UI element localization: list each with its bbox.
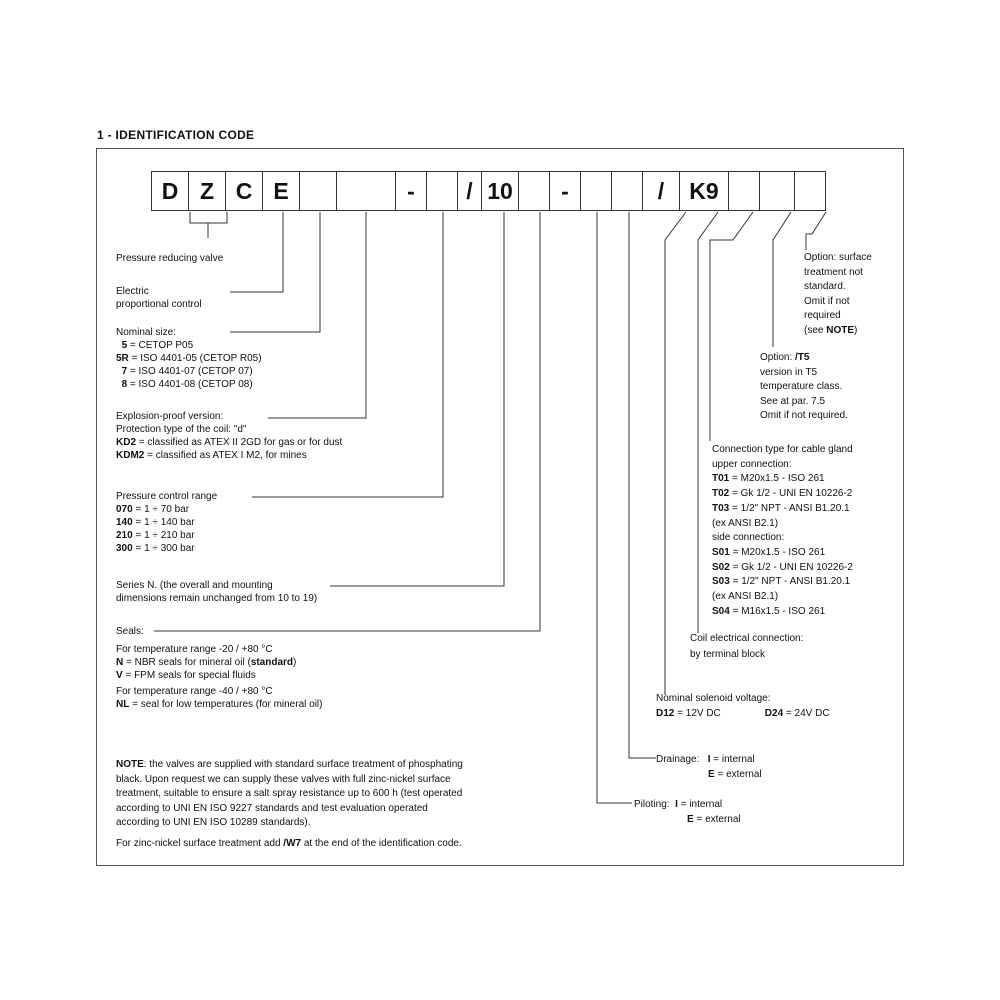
option-surface-block: Option: surface treatment not standard. Omit if not required (see NOTE) — [804, 252, 872, 336]
drainage-block: Drainage: I = internal E = external — [656, 754, 762, 780]
leader-electric — [230, 212, 283, 292]
code-cell: / — [457, 171, 482, 211]
leader-drainage — [629, 212, 656, 758]
code-cell: C — [225, 171, 263, 211]
piloting-block: Piloting: I = internal E = external — [634, 799, 741, 825]
leader-series — [330, 212, 504, 586]
code-cell: - — [549, 171, 581, 211]
leader-option-surface — [806, 212, 826, 250]
pressure-reducing-label: Pressure reducing valve — [116, 253, 224, 264]
series-block: Series N. (the overall and mounting dimensions remain unchanged from 10 to 19) — [116, 580, 318, 604]
code-cell: D — [151, 171, 189, 211]
code-cell: K9 — [679, 171, 729, 211]
leader-connection — [710, 212, 753, 441]
note-block: NOTE: the valves are supplied with standard surface treatment of phosphating black. Upon request we can supply these valves with full zinc-nickel surface treatment, suitable to ensure a salt spray resistance up to 600 h (test operated according to UNI EN ISO 9227 standards and test evaluation operated according to UNI EN ISO 10289 standards). For zinc-nickel surface treatment add /W7 at the end of the identification code. — [116, 759, 463, 849]
section-title: 1 - IDENTIFICATION CODE — [97, 128, 255, 142]
seals-block: Seals: For temperature range -20 / +80 °C N = NBR seals for mineral oil (standard) V = FPM seals for special fluids For temperature range -40 / +80 °C NL = seal for low temperatures (for mineral oil) — [116, 626, 323, 710]
explosion-proof-block: Explosion-proof version: Protection type of the coil: "d" KD2 = classified as ATEX II 2GD for gas or for dust KDM2 = classified as ATEX I M2, for mines — [116, 411, 343, 461]
solenoid-voltage-block: Nominal solenoid voltage: D12 = 12V DC D24 = 24V DC — [656, 693, 830, 719]
code-cell: / — [642, 171, 680, 211]
electric-label: Electric proportional control — [116, 286, 202, 310]
code-cell: E — [262, 171, 300, 211]
leader-option-t5 — [773, 212, 791, 347]
leader-piloting — [597, 212, 632, 803]
option-t5-block: Option: /T5 version in T5 temperature class. See at par. 7.5 Omit if not required. — [760, 352, 848, 421]
nominal-size-block: Nominal size: 5 = CETOP P05 5R = ISO 4401-05 (CETOP R05) 7 = ISO 4401-07 (CETOP 07) 8 = ISO 4401-08 (CETOP 08) — [116, 327, 262, 390]
pressure-range-block: Pressure control range 070 = 1 ÷ 70 bar 140 = 1 ÷ 140 bar 210 = 1 ÷ 210 bar 300 = 1 ÷ 300 bar — [116, 491, 218, 554]
leader-nominal-size — [230, 212, 320, 332]
coil-connection-block: Coil electrical connection: by terminal block — [690, 633, 804, 660]
leader-pressure-reducing — [190, 212, 227, 238]
connection-type-block: Connection type for cable gland upper connection: T01 = M20x1.5 - ISO 261 T02 = Gk 1/2 - UNI EN 10226-2 T03 = 1/2" NPT - ANSI B1.20.1 (ex ANSI B2.1) side connection: S01 = M20x1.5 - ISO 261 S02 = Gk 1/2 - UNI EN 10226-2 S03 = 1/2" NPT - ANSI B1.20.1 (ex ANSI B2.1) S04 = M16x1.5 - ISO 261 — [712, 444, 853, 617]
code-cell: 10 — [481, 171, 519, 211]
code-cell: Z — [188, 171, 226, 211]
leader-voltage — [665, 212, 686, 695]
code-cell: - — [395, 171, 427, 211]
